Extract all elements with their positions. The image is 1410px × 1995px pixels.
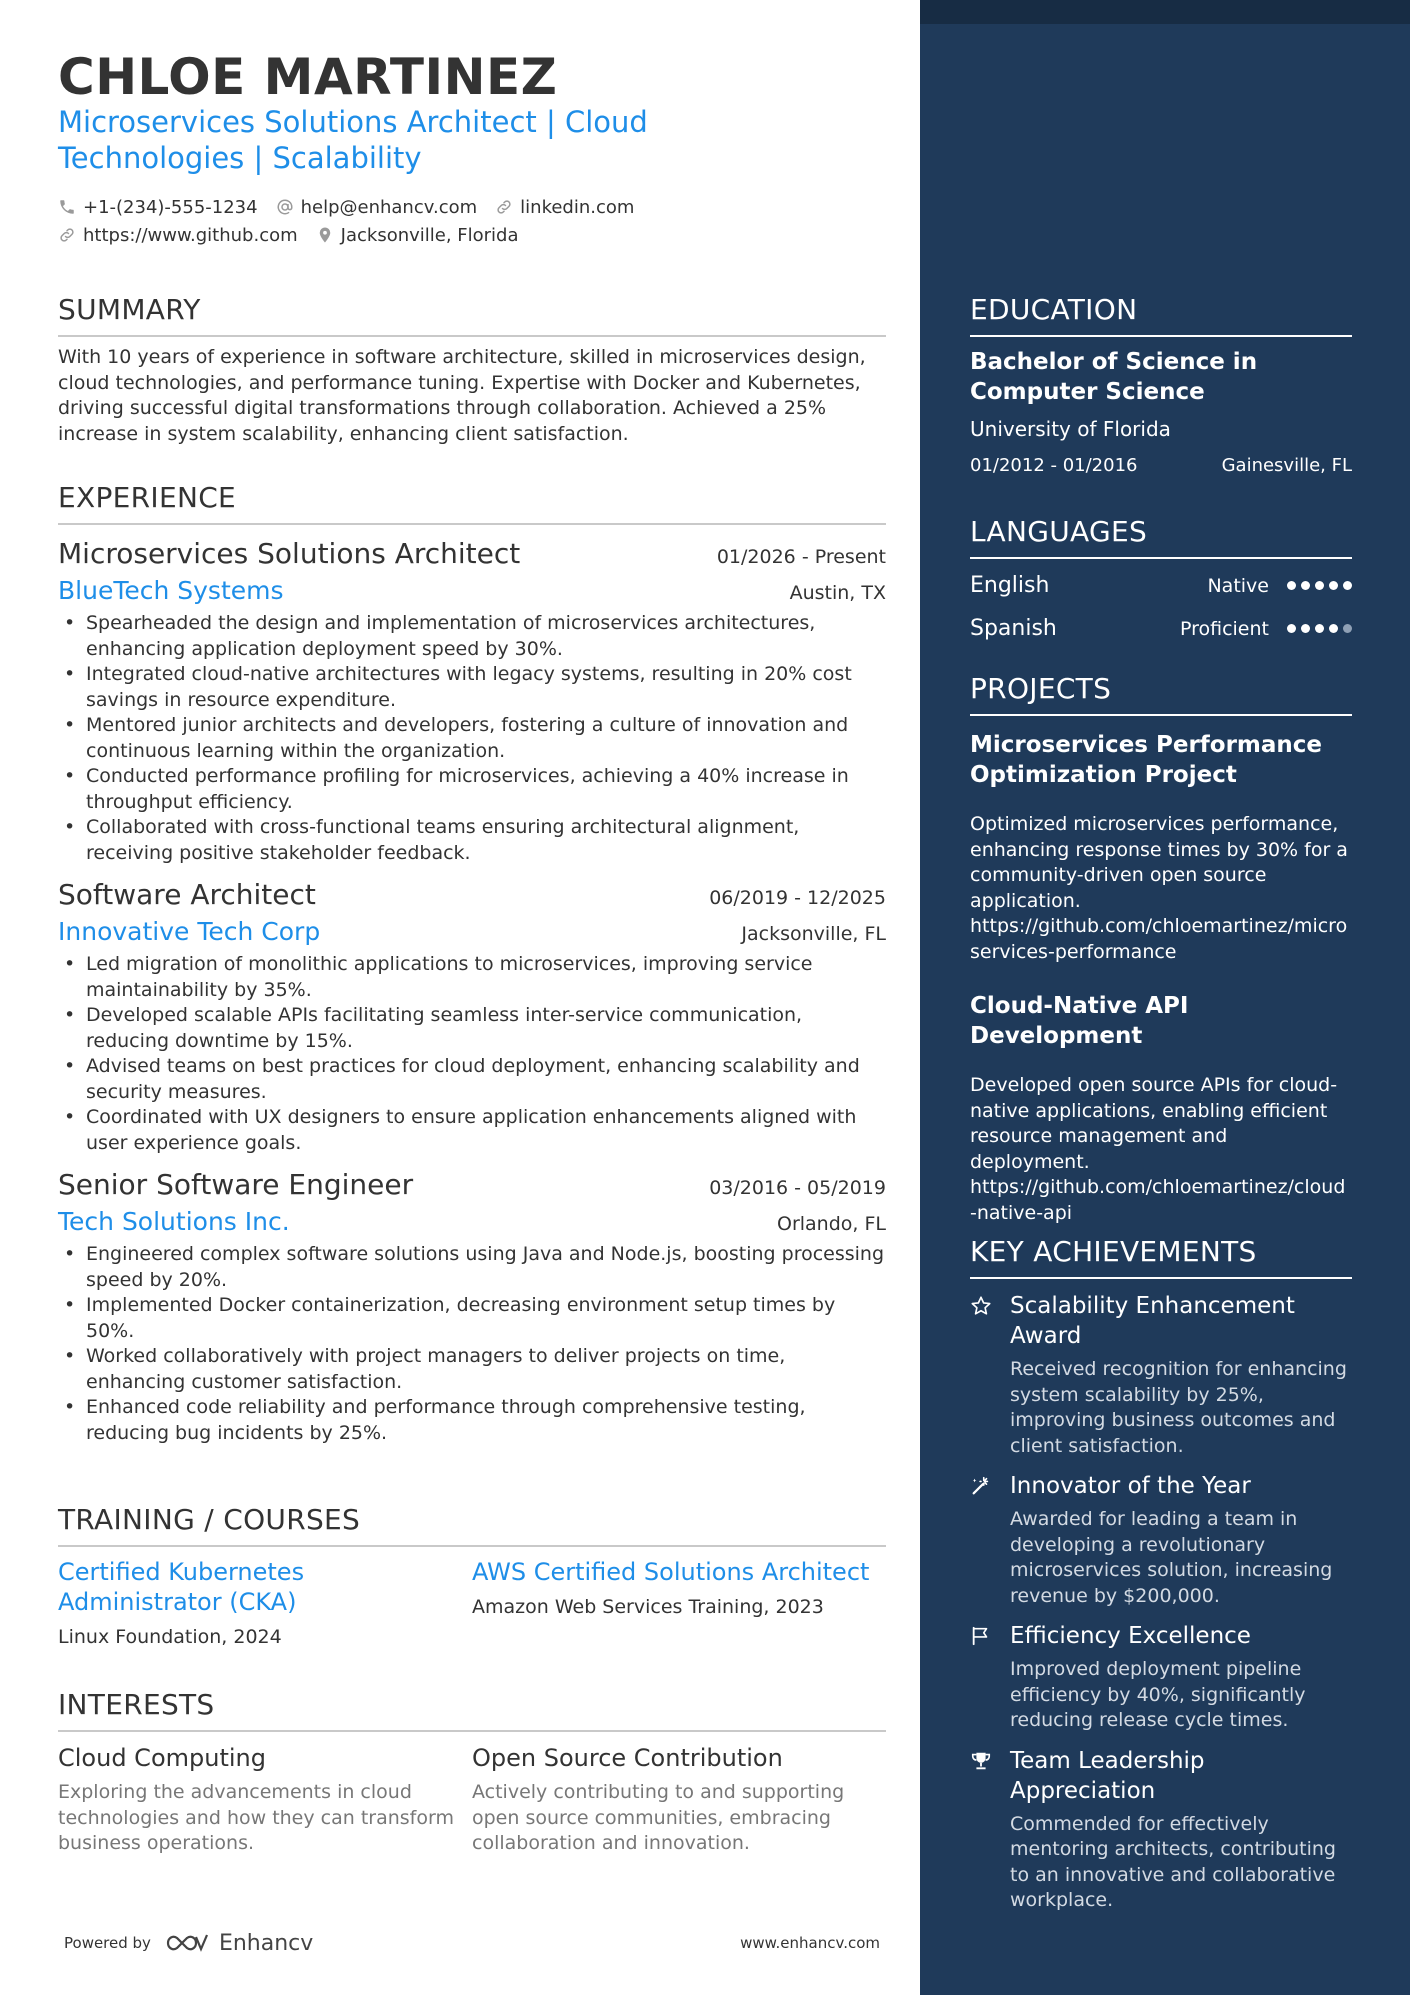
bullet-item: • Coordinated with UX designers to ensure application enhancements aligned with user experience goals. xyxy=(58,1105,886,1156)
section-title: KEY ACHIEVEMENTS xyxy=(970,1235,1257,1268)
job-bullets xyxy=(58,611,886,866)
project-link[interactable]: https://github.com/chloemartinez/cloud-native-api xyxy=(970,1176,1346,1224)
achievement-title: Innovator of the Year xyxy=(1010,1473,1251,1499)
job-dates: 01/2026 - Present xyxy=(716,546,886,568)
footer xyxy=(64,1928,880,1958)
project-link[interactable]: https://github.com/chloemartinez/microservices-performance xyxy=(970,915,1348,963)
interests-section xyxy=(58,1688,886,1857)
achievement-description: Received recognition for enhancing system scalability by 25%, improving business outcomes and client satisfaction. xyxy=(1010,1358,1347,1457)
job-entry xyxy=(58,537,886,866)
course-provider: Linux Foundation, 2024 xyxy=(58,1626,282,1648)
language-rating xyxy=(1287,624,1352,633)
education-degree: Bachelor of Science in Computer Science xyxy=(970,349,1258,405)
job-title: Senior Software Engineer xyxy=(58,1168,414,1201)
education-dates: 01/2012 - 01/2016 xyxy=(970,455,1138,476)
training-section xyxy=(58,1503,886,1648)
divider xyxy=(58,335,886,337)
sidebar xyxy=(920,0,1410,1995)
achievement-title: Team Leadership Appreciation xyxy=(1010,1747,1205,1804)
project-description: Developed open source APIs for cloud-native applications, enabling efficient resource management and deployment. xyxy=(970,1074,1338,1173)
summary-section xyxy=(58,293,886,447)
rating-dot xyxy=(1315,581,1324,590)
project-item xyxy=(970,991,1352,1226)
at-icon xyxy=(276,198,294,216)
achievement-item xyxy=(970,1471,1352,1609)
job-title: Microservices Solutions Architect xyxy=(58,537,521,570)
divider xyxy=(970,1277,1352,1279)
rating-dot xyxy=(1343,624,1352,633)
rating-dot xyxy=(1287,624,1296,633)
job-location: Austin, TX xyxy=(789,582,886,604)
divider xyxy=(970,335,1352,337)
language-level: Native xyxy=(1207,574,1269,597)
divider xyxy=(58,1730,886,1732)
education-location: Gainesville, FL xyxy=(1221,455,1352,476)
job-company: Innovative Tech Corp xyxy=(58,917,321,946)
divider xyxy=(970,557,1352,559)
job-location: Jacksonville, FL xyxy=(741,923,886,945)
rating-dot xyxy=(1287,581,1296,590)
enhancv-logo-icon xyxy=(165,1932,211,1954)
link-icon xyxy=(495,198,513,216)
bullet-item: • Developed scalable APIs facilitating seamless inter-service communication, reducing downtime by 15%. xyxy=(58,1003,886,1054)
bullet-item: • Led migration of monolithic applications to microservices, improving service maintainability by 35%. xyxy=(58,952,886,1003)
section-title: EXPERIENCE xyxy=(58,481,237,514)
interest-title: Cloud Computing xyxy=(58,1744,266,1772)
linkedin-text: linkedin.com xyxy=(520,196,635,218)
job-bullets xyxy=(58,1242,886,1446)
language-item xyxy=(970,569,1352,602)
projects-section xyxy=(970,672,1352,1226)
github-text: https://www.github.com xyxy=(83,224,298,246)
phone-icon xyxy=(58,198,76,216)
course-title: Certified Kubernetes Administrator (CKA) xyxy=(58,1558,305,1616)
contact-linkedin[interactable] xyxy=(495,197,634,218)
rating-dot xyxy=(1315,624,1324,633)
flag-icon xyxy=(970,1625,992,1647)
trophy-icon xyxy=(970,1750,992,1772)
divider xyxy=(58,1545,886,1547)
project-item xyxy=(970,730,1352,965)
rating-dot xyxy=(1329,624,1338,633)
achievement-description: Improved deployment pipeline efficiency by 40%, significantly reducing release cycle times. xyxy=(1010,1658,1306,1731)
phone-text: +1-(234)-555-1234 xyxy=(83,196,258,218)
job-entry xyxy=(58,1168,886,1446)
section-title: EDUCATION xyxy=(970,293,1138,326)
rating-dot xyxy=(1329,581,1338,590)
language-level: Proficient xyxy=(1179,617,1269,640)
interest-description: Actively contributing to and supporting open source communities, embracing collaboration and innovation. xyxy=(472,1781,845,1854)
interest-item xyxy=(472,1744,886,1857)
education-school: University of Florida xyxy=(970,417,1171,441)
bullet-item: • Integrated cloud-native architectures with legacy systems, resulting in 20% cost savings in resource expenditure. xyxy=(58,662,886,713)
project-title: Microservices Performance Optimization Project xyxy=(970,732,1323,788)
course-item xyxy=(472,1557,886,1648)
bullet-item: • Mentored junior architects and developers, fostering a culture of innovation and continuous learning within the organization. xyxy=(58,713,886,764)
email-text: help@enhancv.com xyxy=(300,196,478,218)
achievement-title: Scalability Enhancement Award xyxy=(1010,1293,1295,1349)
language-name: English xyxy=(970,573,1050,598)
interest-item xyxy=(58,1744,472,1857)
achievement-item xyxy=(970,1291,1352,1459)
candidate-name: CHLOE MARTINEZ xyxy=(58,48,558,106)
job-company: Tech Solutions Inc. xyxy=(58,1207,290,1236)
job-dates: 03/2016 - 05/2019 xyxy=(709,1177,886,1199)
powered-by-label: Powered by xyxy=(64,1934,151,1952)
contact-phone[interactable] xyxy=(58,197,258,218)
achievement-item xyxy=(970,1746,1352,1914)
divider xyxy=(58,523,886,525)
section-title: INTERESTS xyxy=(58,1688,215,1721)
link-icon xyxy=(58,226,76,244)
job-bullets xyxy=(58,952,886,1156)
bullet-item: • Worked collaboratively with project managers to deliver projects on time, enhancing customer satisfaction. xyxy=(58,1344,886,1395)
interest-title: Open Source Contribution xyxy=(472,1744,783,1772)
job-company: BlueTech Systems xyxy=(58,576,284,605)
job-location: Orlando, FL xyxy=(776,1213,886,1235)
course-item xyxy=(58,1557,472,1648)
language-item xyxy=(970,612,1352,645)
project-title: Cloud-Native API Development xyxy=(970,993,1189,1049)
contact-email[interactable] xyxy=(276,197,478,218)
contact-github[interactable] xyxy=(58,225,298,246)
bullet-item: • Spearheaded the design and implementation of microservices architectures, enhancing application deployment speed by 30%. xyxy=(58,611,886,662)
bullet-item: • Conducted performance profiling for microservices, achieving a 40% increase in throughput efficiency. xyxy=(58,764,886,815)
brand-logo[interactable] xyxy=(165,1931,313,1956)
interest-description: Exploring the advancements in cloud technologies and how they can transform business operations. xyxy=(58,1781,454,1854)
wand-icon xyxy=(970,1475,992,1497)
section-title: LANGUAGES xyxy=(970,515,1148,548)
section-title: TRAINING / COURSES xyxy=(58,1503,361,1536)
education-section xyxy=(970,293,1352,476)
achievement-title: Efficiency Excellence xyxy=(1010,1623,1251,1649)
bullet-item: • Engineered complex software solutions using Java and Node.js, boosting processing speed by 20%. xyxy=(58,1242,886,1293)
rating-dot xyxy=(1343,581,1352,590)
bullet-item: • Collaborated with cross-functional teams ensuring architectural alignment, receiving positive stakeholder feedback. xyxy=(58,815,886,866)
project-description: Optimized microservices performance, enhancing response times by 30% for a community-driven open source application. xyxy=(970,813,1348,912)
bullet-item: • Enhanced code reliability and performance through comprehensive testing, reducing bug incidents by 25%. xyxy=(58,1395,886,1446)
sidebar-top-band xyxy=(920,0,1410,24)
rating-dot xyxy=(1301,581,1310,590)
star-icon xyxy=(970,1295,992,1317)
course-provider: Amazon Web Services Training, 2023 xyxy=(472,1596,824,1618)
language-rating xyxy=(1287,581,1352,590)
section-title: SUMMARY xyxy=(58,293,201,326)
achievement-description: Awarded for leading a team in developing a revolutionary microservices solution, increasing revenue by $200,000. xyxy=(1010,1508,1333,1607)
contact-info xyxy=(58,193,878,249)
location-pin-icon xyxy=(316,226,334,244)
footer-website[interactable]: www.enhancv.com xyxy=(740,1934,880,1952)
contact-location xyxy=(316,225,519,246)
experience-section xyxy=(58,481,886,1446)
language-name: Spanish xyxy=(970,616,1057,641)
summary-text: With 10 years of experience in software architecture, skilled in microservices design, cloud technologies, and performance tuning. Expertise with Docker and Kubernetes, driving successful digital transformations through collaboration. Achieved a 25% increase in system scalability, enhancing client satisfaction. xyxy=(58,346,866,445)
job-title: Software Architect xyxy=(58,878,316,911)
brand-name: Enhancv xyxy=(218,1930,314,1956)
section-title: PROJECTS xyxy=(970,672,1112,705)
bullet-item: • Implemented Docker containerization, decreasing environment setup times by 50%. xyxy=(58,1293,886,1344)
job-entry xyxy=(58,878,886,1156)
headline: Microservices Solutions Architect | Cloud Technologies | Scalability xyxy=(58,105,648,175)
achievement-description: Commended for effectively mentoring architects, contributing to an innovative and collaborative workplace. xyxy=(1010,1812,1336,1911)
job-dates: 06/2019 - 12/2025 xyxy=(709,887,886,909)
divider xyxy=(970,714,1352,716)
achievements-section xyxy=(970,1235,1352,1914)
location-text: Jacksonville, Florida xyxy=(340,224,519,246)
bullet-item: • Advised teams on best practices for cloud deployment, enhancing scalability and security measures. xyxy=(58,1054,886,1105)
course-title: AWS Certified Solutions Architect xyxy=(472,1558,870,1586)
languages-section xyxy=(970,515,1352,645)
rating-dot xyxy=(1301,624,1310,633)
achievement-item xyxy=(970,1621,1352,1734)
